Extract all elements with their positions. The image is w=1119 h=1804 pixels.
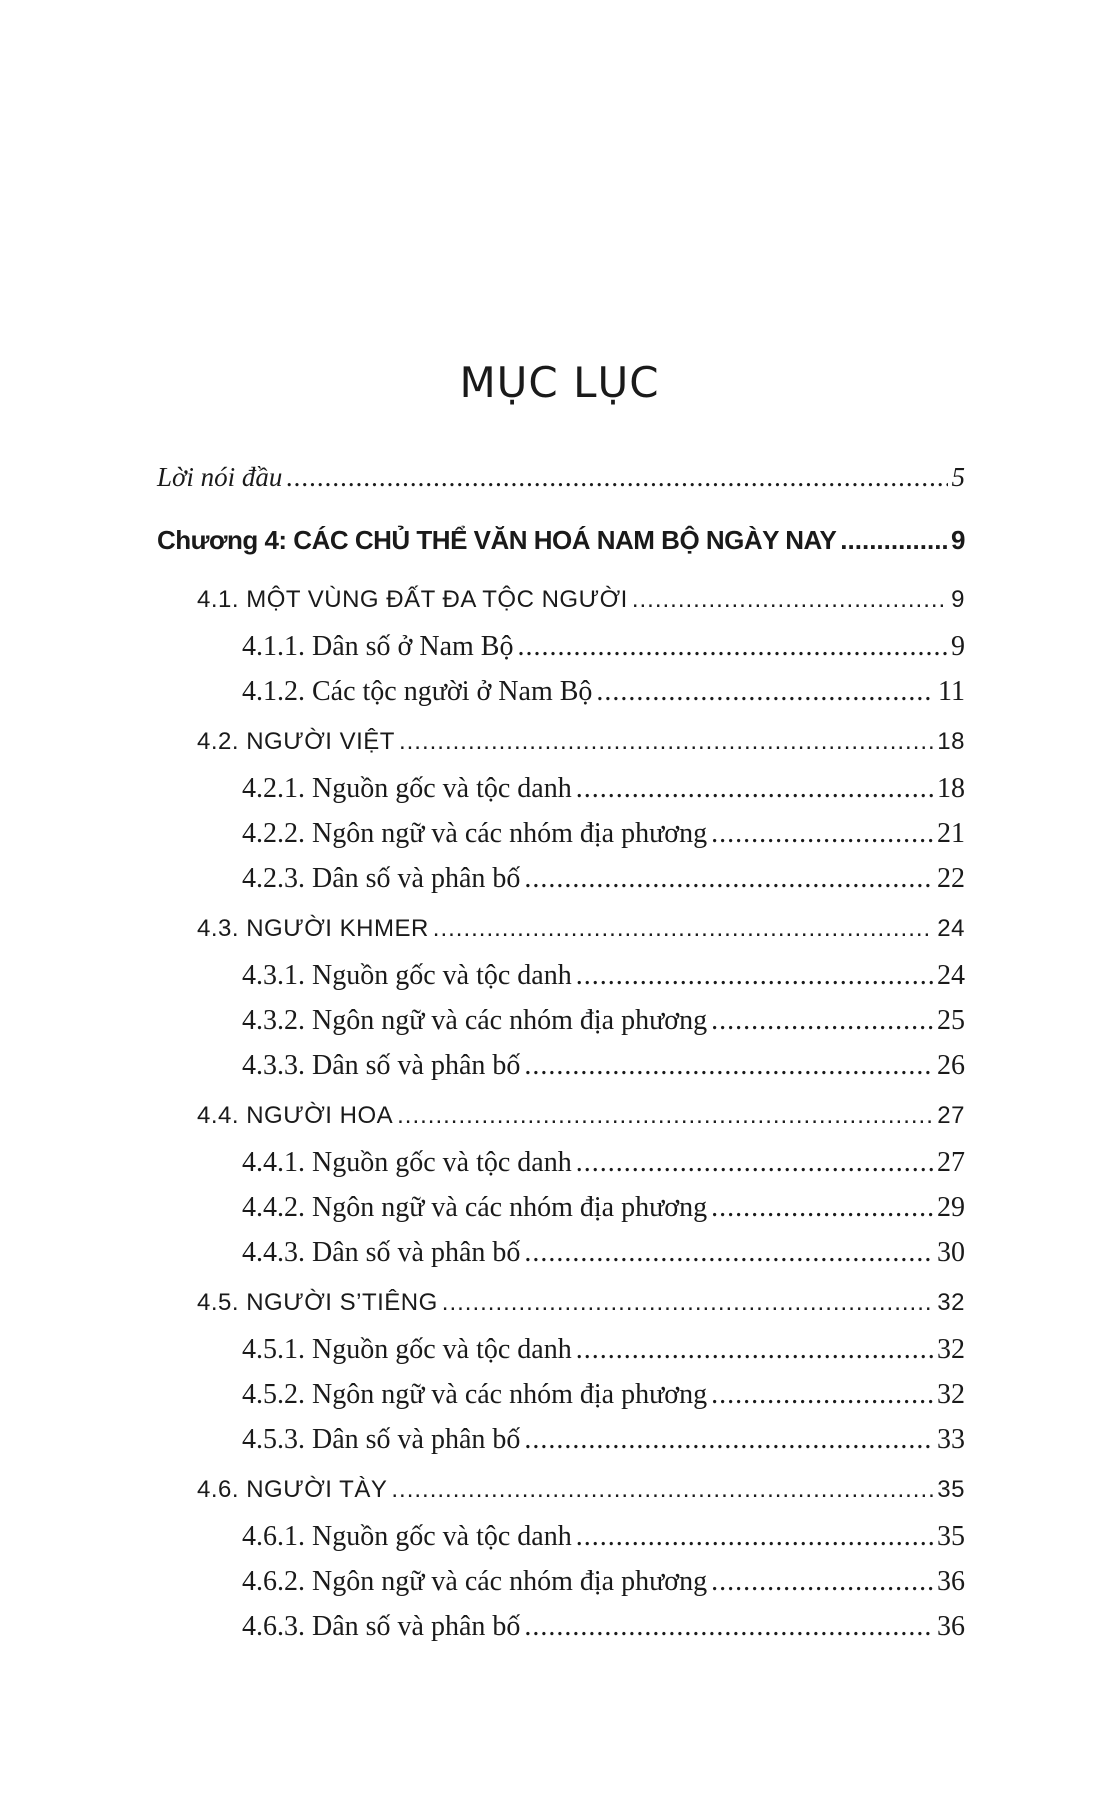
toc-page-number: 32 (937, 1379, 965, 1410)
toc-page-number: 21 (937, 818, 965, 849)
dot-leader (576, 960, 933, 992)
dot-leader (286, 462, 947, 493)
toc-page-number: 32 (937, 1289, 965, 1316)
table-of-contents (157, 462, 965, 1656)
dot-leader (576, 1334, 933, 1366)
toc-entry-label: 4.6.1. Nguồn gốc và tộc danh (242, 1521, 572, 1552)
toc-entry-subsection[interactable] (157, 1147, 965, 1192)
toc-entry-label: 4.3. NGƯỜI KHMER (197, 915, 429, 942)
dot-leader (524, 1237, 933, 1269)
toc-entry-section[interactable] (157, 586, 965, 631)
toc-entry-label: 4.5.3. Dân số và phân bố (242, 1424, 521, 1455)
dot-leader (524, 1050, 933, 1082)
toc-page-number: 36 (937, 1566, 965, 1597)
toc-page-number: 24 (937, 960, 965, 991)
dot-leader (576, 1521, 933, 1553)
toc-page-number: 18 (937, 773, 965, 804)
toc-entry-label: 4.4.2. Ngôn ngữ và các nhóm địa phương (242, 1192, 708, 1223)
toc-page-number: 22 (937, 863, 965, 894)
toc-page-number: 32 (937, 1334, 965, 1365)
toc-entry-section[interactable] (157, 1102, 965, 1147)
dot-leader (576, 1147, 933, 1179)
dot-leader (391, 1476, 933, 1504)
dot-leader (399, 728, 933, 756)
toc-entry-label: 4.3.3. Dân số và phân bố (242, 1050, 521, 1081)
toc-entry-label: 4.1. MỘT VÙNG ĐẤT ĐA TỘC NGƯỜI (197, 586, 628, 613)
toc-entry-subsection[interactable] (157, 1050, 965, 1095)
toc-entry-subsection[interactable] (157, 1005, 965, 1050)
toc-page-number: 25 (937, 1005, 965, 1036)
dot-leader (524, 1611, 933, 1643)
toc-page-number: 26 (937, 1050, 965, 1081)
toc-entry-subsection[interactable] (157, 1611, 965, 1656)
toc-entry-label: 4.2. NGƯỜI VIỆT (197, 728, 395, 755)
toc-entry-label: Lời nói đầu (157, 462, 283, 492)
toc-page-number: 30 (937, 1237, 965, 1268)
toc-page-number: 5 (951, 462, 965, 492)
toc-page-number: 18 (937, 728, 965, 755)
toc-entry-subsection[interactable] (157, 960, 965, 1005)
toc-entry-section[interactable] (157, 1476, 965, 1521)
toc-entry-subsection[interactable] (157, 818, 965, 863)
dot-leader (840, 525, 947, 556)
dot-leader (596, 676, 934, 708)
toc-page-number: 9 (951, 586, 965, 613)
dot-leader (711, 1005, 933, 1037)
toc-entry-section[interactable] (157, 1289, 965, 1334)
toc-entry-label: 4.2.2. Ngôn ngữ và các nhóm địa phương (242, 818, 708, 849)
toc-entry-subsection[interactable] (157, 1237, 965, 1282)
toc-page-number: 24 (937, 915, 965, 942)
toc-entry-label: 4.5. NGƯỜI S’TIÊNG (197, 1289, 438, 1316)
dot-leader (711, 1566, 933, 1598)
toc-entry-label: 4.4.1. Nguồn gốc và tộc danh (242, 1147, 572, 1178)
toc-page-number: 35 (937, 1521, 965, 1552)
toc-section-group (157, 586, 965, 721)
dot-leader (711, 1379, 933, 1411)
toc-section-group (157, 1476, 965, 1656)
toc-entry-subsection[interactable] (157, 863, 965, 908)
toc-page-number: 27 (937, 1147, 965, 1178)
toc-entry-subsection[interactable] (157, 631, 965, 676)
toc-section-group (157, 915, 965, 1095)
dot-leader (524, 1424, 933, 1456)
toc-section-group (157, 1289, 965, 1469)
dot-leader (632, 586, 947, 614)
dot-leader (711, 1192, 933, 1224)
toc-entry-label: 4.6. NGƯỜI TÀY (197, 1476, 388, 1503)
dot-leader (433, 915, 934, 943)
toc-entry-subsection[interactable] (157, 1521, 965, 1566)
toc-page-number: 27 (937, 1102, 965, 1129)
dot-leader (442, 1289, 934, 1317)
toc-entry-label: 4.3.2. Ngôn ngữ và các nhóm địa phương (242, 1005, 708, 1036)
toc-entry-label: 4.2.1. Nguồn gốc và tộc danh (242, 773, 572, 804)
toc-entry-subsection[interactable] (157, 1192, 965, 1237)
toc-page-number: 29 (937, 1192, 965, 1223)
toc-entry-subsection[interactable] (157, 1566, 965, 1611)
toc-page-number: 35 (937, 1476, 965, 1503)
toc-entry-chapter[interactable] (157, 525, 965, 584)
toc-entry-label: 4.5.1. Nguồn gốc và tộc danh (242, 1334, 572, 1365)
toc-entry-label: 4.2.3. Dân số và phân bố (242, 863, 521, 894)
toc-entry-label: 4.1.1. Dân số ở Nam Bộ (242, 631, 514, 662)
dot-leader (576, 773, 933, 805)
toc-entry-label: 4.6.2. Ngôn ngữ và các nhóm địa phương (242, 1566, 708, 1597)
toc-page-number: 33 (937, 1424, 965, 1455)
toc-entry-intro[interactable] (157, 462, 965, 507)
toc-sections (157, 586, 965, 1656)
dot-leader (397, 1102, 933, 1130)
toc-section-group (157, 1102, 965, 1282)
toc-page-number: 9 (951, 525, 965, 555)
toc-entry-label: 4.4. NGƯỜI HOA (197, 1102, 394, 1129)
toc-section-group (157, 728, 965, 908)
toc-page-number: 36 (937, 1611, 965, 1642)
toc-entry-section[interactable] (157, 915, 965, 960)
toc-entry-subsection[interactable] (157, 1379, 965, 1424)
toc-entry-subsection[interactable] (157, 1334, 965, 1379)
toc-entry-subsection[interactable] (157, 1424, 965, 1469)
toc-entry-subsection[interactable] (157, 773, 965, 818)
dot-leader (524, 863, 933, 895)
toc-entry-subsection[interactable] (157, 676, 965, 721)
toc-page-number: 11 (938, 676, 965, 707)
toc-entry-label: 4.5.2. Ngôn ngữ và các nhóm địa phương (242, 1379, 708, 1410)
toc-entry-label: 4.3.1. Nguồn gốc và tộc danh (242, 960, 572, 991)
page-title: MỤC LỤC (459, 358, 660, 408)
dot-leader (517, 631, 947, 663)
toc-entry-label: 4.1.2. Các tộc người ở Nam Bộ (242, 676, 593, 707)
toc-entry-section[interactable] (157, 728, 965, 773)
toc-page-number: 9 (951, 631, 965, 662)
toc-entry-label: 4.6.3. Dân số và phân bố (242, 1611, 521, 1642)
toc-entry-label: Chương 4: CÁC CHỦ THỂ VĂN HOÁ NAM BỘ NGÀY NAY (157, 525, 837, 555)
toc-entry-label: 4.4.3. Dân số và phân bố (242, 1237, 521, 1268)
dot-leader (711, 818, 933, 850)
